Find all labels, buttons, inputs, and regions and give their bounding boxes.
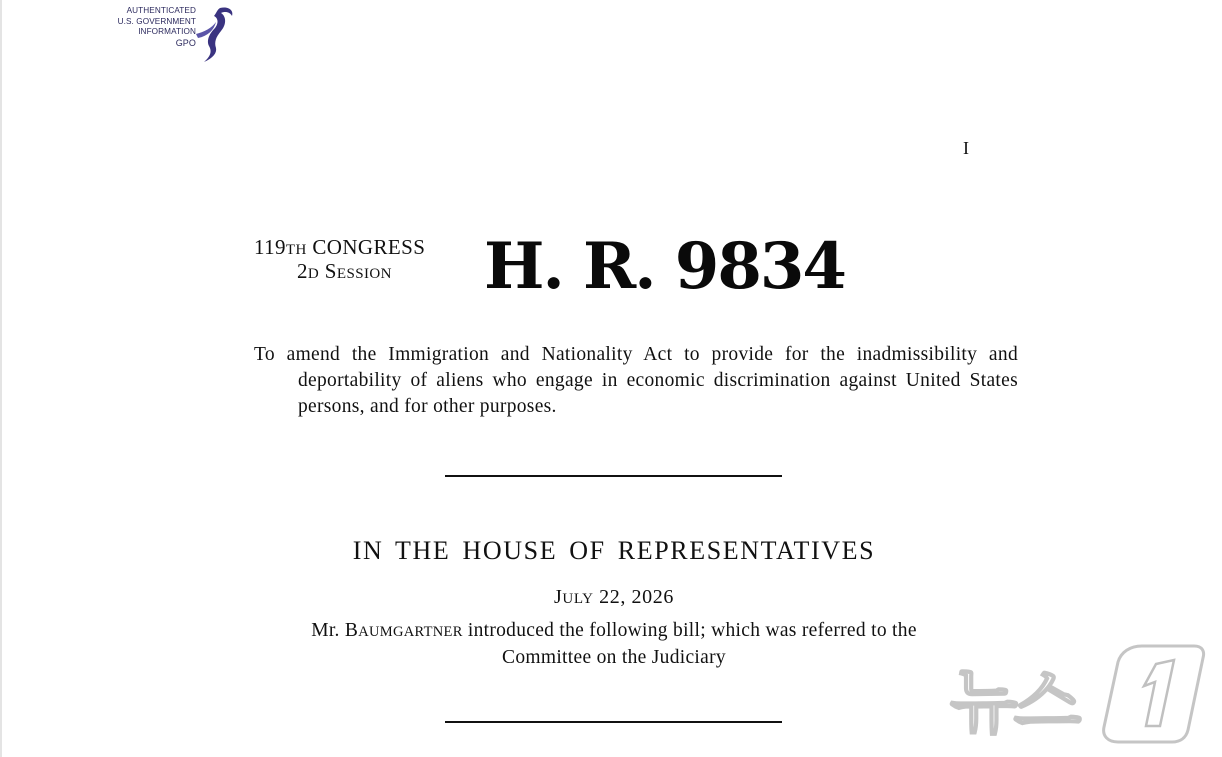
news1-watermark <box>950 640 1210 750</box>
eagle-icon <box>190 4 236 66</box>
congress-word: CONGRESS <box>312 235 426 259</box>
intro-line-2: Committee on the Judiciary <box>502 647 726 668</box>
date-day-year: 22, 2026 <box>593 586 674 608</box>
introduction-statement <box>254 618 974 671</box>
page-edge <box>0 0 2 757</box>
sponsor-name-rest: AUMGARTNER <box>358 624 463 640</box>
bill-number: H. R. 9834 <box>484 229 845 304</box>
session-initial: S <box>324 259 337 283</box>
seal-text <box>106 6 196 48</box>
divider-rule <box>445 475 782 477</box>
seal-line-1: AUTHENTICATED <box>126 6 196 15</box>
sponsor-prefix: Mr. <box>311 620 345 641</box>
session-number: 2 <box>297 259 308 283</box>
congress-session <box>297 259 392 287</box>
bill-purpose: To amend the Immigration and Nationality Act to provide for the inadmissibility and deportability of aliens who engage in economic discrimination against United States persons, and for other purposes. <box>254 344 1018 417</box>
congress-ordinal-suffix: TH <box>285 242 307 258</box>
session-word-rest: ESSION <box>336 266 392 282</box>
sponsor-initial: B <box>344 620 359 641</box>
chamber-heading: IN THE HOUSE OF REPRESENTATIVES <box>352 536 876 565</box>
date-month-initial: J <box>554 586 563 608</box>
gpo-authentication-seal <box>106 4 236 66</box>
bill-version-mark: I <box>963 138 969 158</box>
seal-line-2: U.S. GOVERNMENT <box>117 16 196 26</box>
session-suffix: D <box>307 266 320 282</box>
date-month-rest: ULY <box>562 591 594 607</box>
seal-line-3: INFORMATION <box>138 27 196 36</box>
news1-logo-icon <box>1094 642 1206 746</box>
introduction-date <box>254 586 974 609</box>
intro-line-1: introduced the following bill; which was referred to the <box>462 620 917 641</box>
divider-rule <box>445 721 782 723</box>
watermark-text: 뉴스 <box>950 661 1078 743</box>
congress-ordinal: 119 <box>254 235 286 259</box>
seal-line-4: GPO <box>175 37 196 48</box>
